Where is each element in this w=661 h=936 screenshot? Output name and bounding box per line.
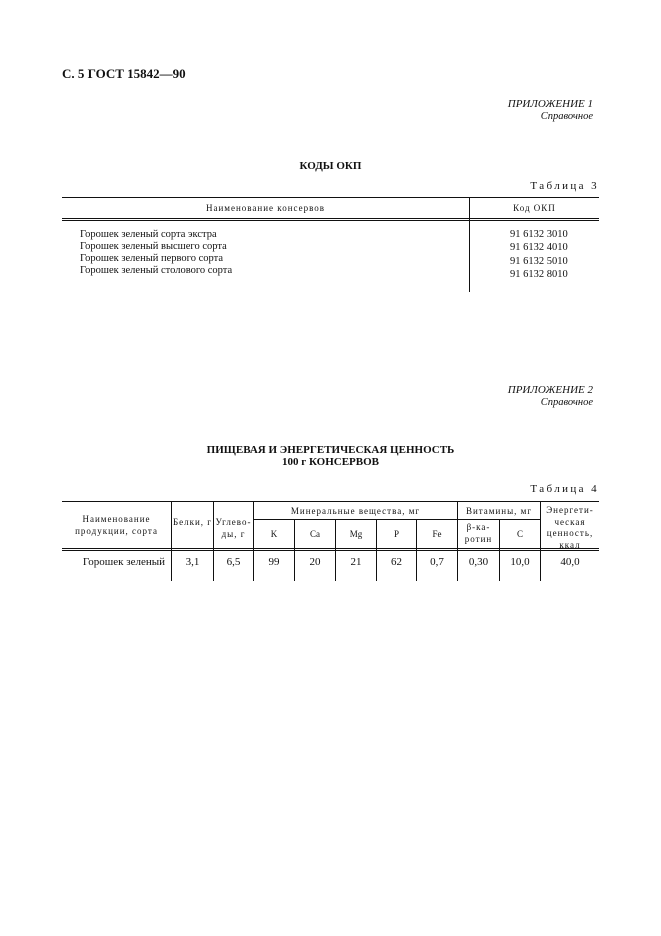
table4-cell-vitamin-c: 10,0 — [510, 556, 530, 568]
table4-cell-k: 99 — [268, 556, 280, 568]
table4-top-rule — [62, 501, 599, 502]
table4-header-vitamin-c: C — [516, 529, 523, 539]
table4-header-carotene: β-ка- ротин — [464, 522, 493, 544]
appendix1-title: ПРИЛОЖЕНИЕ 1 — [507, 98, 593, 110]
table4-header-minerals: Минеральные вещества, мг — [290, 506, 421, 516]
table4-header-name: Наименование продукции, сорта — [75, 514, 158, 536]
table3-header-code: Код ОКП — [513, 203, 556, 213]
table4-cell-ca: 20 — [309, 556, 321, 568]
table4-header-p: P — [393, 529, 399, 539]
appendix1-subtitle: Справочное — [540, 111, 593, 122]
table3-header-rule — [62, 218, 599, 219]
table4-header-energy: Энергети- ческая ценность, ккал — [546, 505, 594, 550]
table4-header-vitamins: Витамины, мг — [465, 506, 533, 516]
table4-header-fe: Fe — [432, 529, 442, 539]
table4-cell-carbs: 6,5 — [226, 556, 241, 568]
table3-row-name: Горошек зеленый сорта экстра — [80, 229, 217, 240]
table3-row-code: 91 6132 3010 — [510, 229, 568, 240]
table3-row-name: Горошек зеленый первого сорта — [80, 253, 223, 264]
table4-header-rule — [62, 548, 599, 549]
appendix2-section-title-line2: 100 г КОНСЕРВОВ — [281, 456, 380, 468]
table3-row-code: 91 6132 8010 — [510, 269, 568, 280]
table3-row-name: Горошек зеленый столового сорта — [80, 265, 233, 276]
table4-header-k: K — [270, 529, 278, 539]
table4-cell-energy: 40,0 — [560, 556, 580, 568]
table3-row-code: 91 6132 4010 — [510, 242, 568, 253]
appendix1-section-title: КОДЫ ОКП — [299, 160, 362, 172]
table4-cell-mg: 21 — [350, 556, 362, 568]
table4-header-carbs: Углево- ды, г — [215, 517, 252, 539]
table4-cell-carotene: 0,30 — [468, 556, 489, 568]
table4-header-protein: Белки, г — [172, 517, 213, 527]
table3-header-rule-2 — [62, 220, 599, 221]
table4-header-rule-2 — [62, 550, 599, 551]
table3-row-name: Горошек зеленый высшего сорта — [80, 241, 227, 252]
table4-header-ca: Ca — [310, 529, 320, 539]
page-header: С. 5 ГОСТ 15842—90 — [62, 66, 186, 81]
appendix2-section-title: ПИЩЕВАЯ И ЭНЕРГЕТИЧЕСКАЯ ЦЕННОСТЬ — [206, 444, 455, 456]
table4-header-mg: Mg — [349, 529, 363, 539]
appendix2-subtitle: Справочное — [540, 397, 593, 408]
table4-cell-fe: 0,7 — [430, 556, 444, 568]
table3-row-code: 91 6132 5010 — [510, 256, 568, 267]
table4-caption: Таблица 4 — [530, 483, 599, 495]
table4-subheader-rule — [253, 519, 540, 520]
table4-cell-p: 62 — [391, 556, 402, 568]
table4-column-divider — [171, 501, 172, 581]
table4-cell-protein: 3,1 — [185, 556, 200, 568]
table3-top-rule — [62, 197, 599, 198]
table4-cell-name: Горошек зеленый — [82, 556, 165, 568]
table4-column-divider — [213, 501, 214, 581]
table3-header-name: Наименование консервов — [205, 203, 326, 213]
appendix2-title: ПРИЛОЖЕНИЕ 2 — [507, 384, 593, 396]
table3-caption: Таблица 3 — [530, 180, 599, 192]
